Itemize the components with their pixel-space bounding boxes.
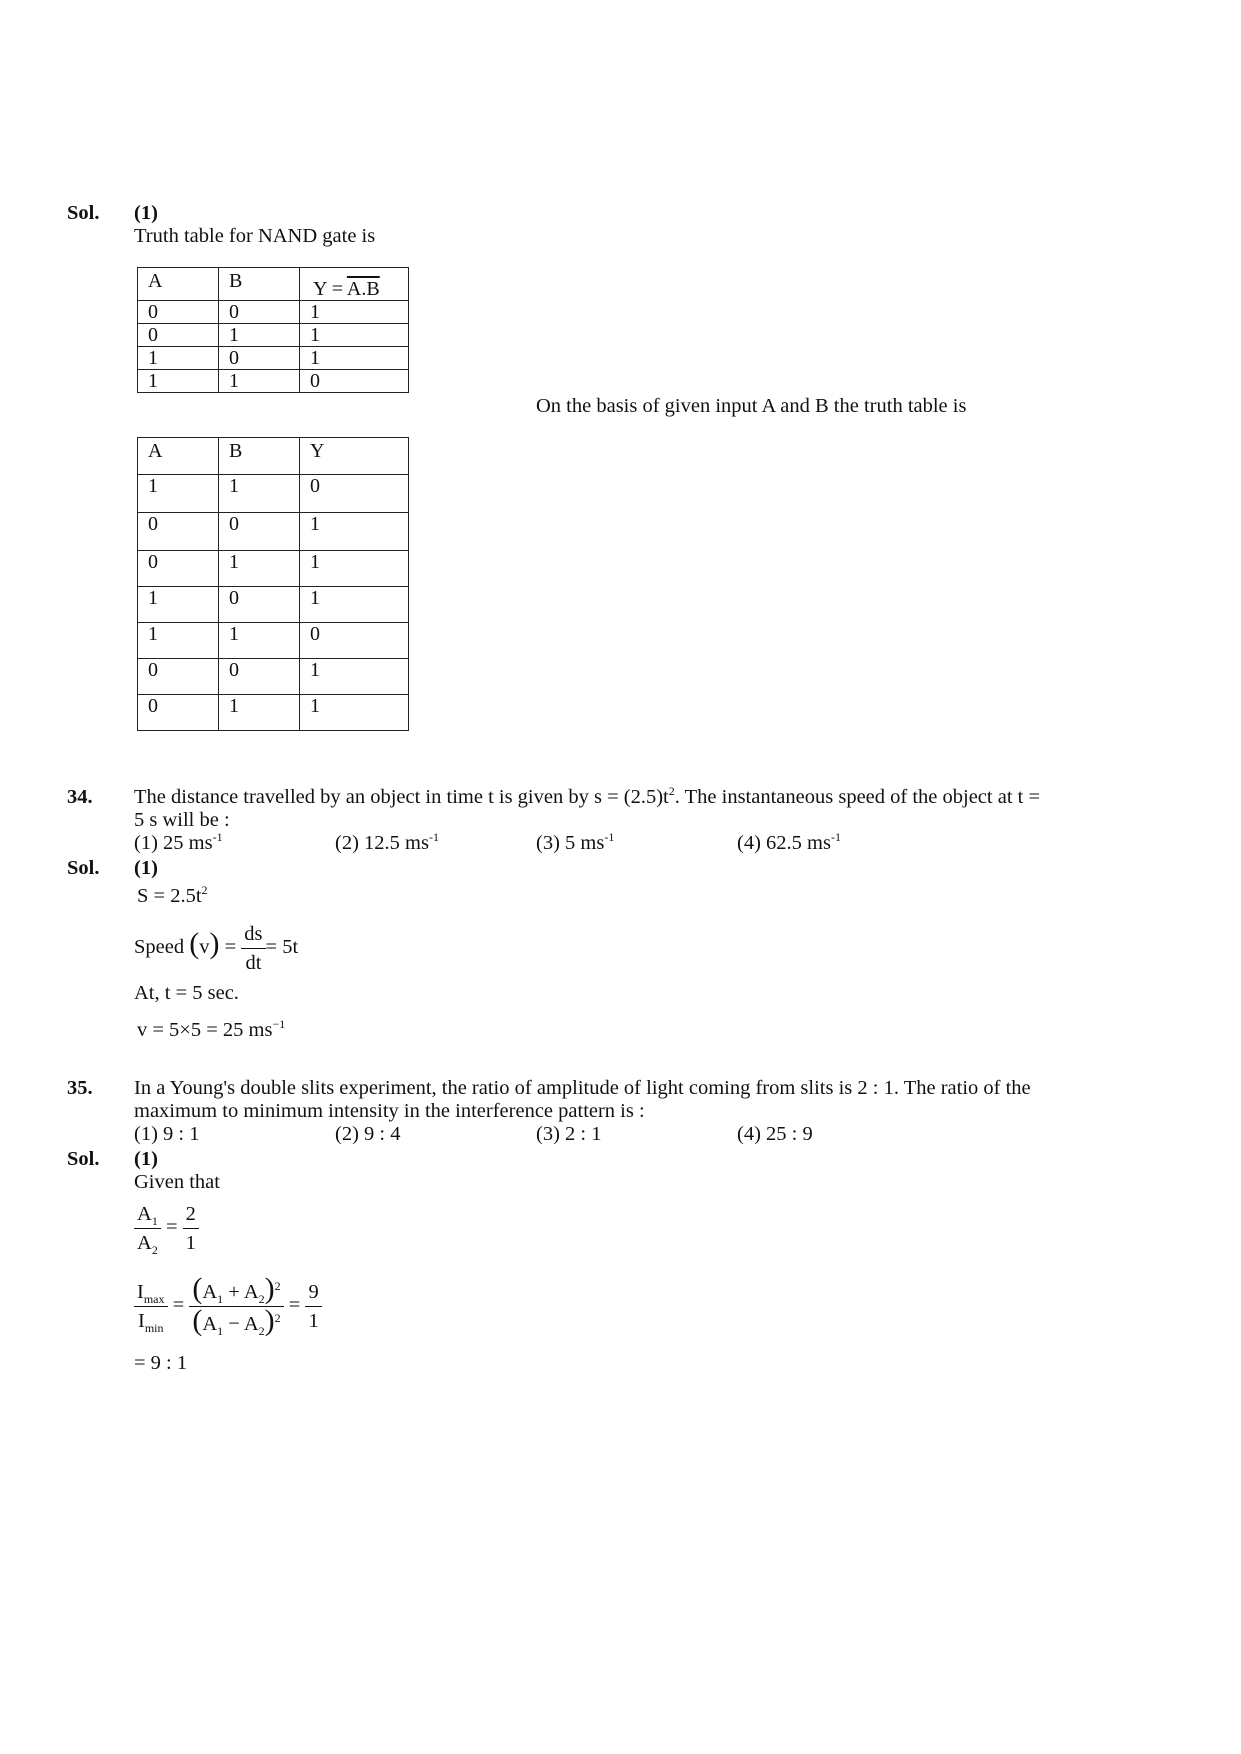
- nand-cell: 1: [300, 301, 409, 324]
- q34-question-line1: The distance travelled by an object in time t is given by $s = (2.5)t^2$. The instantaneous speed of the object at t =: [134, 784, 1041, 808]
- q35-intensity-ratio: $\frac{I_{max}}{I_{min}}$ = $\frac{(A_1 + A_2)^2}{(A_1 - A_2)^2}$ = $\frac{9}{1}$: [134, 1270, 322, 1340]
- q35-final: = 9 : 1: [134, 1352, 188, 1374]
- q35-option-2: (2) 9 : 4: [335, 1123, 401, 1145]
- q35-option-4: (4) 25 : 9: [737, 1123, 813, 1145]
- ds-dt-fraction: $\frac{ds}{dt}$: [241, 920, 265, 977]
- input-cell: 0: [300, 475, 409, 513]
- q35-amplitude-ratio: $\frac{A_1}{A_2}$ = $\frac{2}{1}$: [134, 1198, 199, 1257]
- input-cell: 1: [300, 587, 409, 623]
- q35-answer: (1): [134, 1148, 158, 1170]
- input-cell: 0: [300, 623, 409, 659]
- input-cell: 0: [219, 513, 300, 551]
- q35-option-1: (1) 9 : 1: [134, 1123, 200, 1145]
- basis-text: On the basis of given input A and B the truth table is: [536, 395, 967, 417]
- input-truth-table: [137, 437, 409, 731]
- q34-question-line2: 5 s will be :: [134, 809, 230, 831]
- q34-option-3: (3) 5 $ms^{-1}$: [536, 830, 615, 854]
- q35-given: Given that: [134, 1171, 220, 1193]
- input-header-b: B: [219, 438, 300, 475]
- input-cell: 1: [300, 551, 409, 587]
- q35-question-line1: In a Young's double slits experiment, the ratio of amplitude of light coming from slits is 2 : 1. The ratio of the: [134, 1077, 1031, 1099]
- nine-one-fraction: $\frac{9}{1}$: [305, 1278, 321, 1335]
- nand-header-a: A: [138, 268, 219, 301]
- sol-label-35: Sol.: [67, 1148, 100, 1170]
- input-cell: 1: [138, 587, 219, 623]
- nand-cell: 0: [219, 347, 300, 370]
- q34-eq-final: v = 5×5 = 25 $ms^{-1}$: [137, 1017, 286, 1041]
- q35-question-line2: maximum to minimum intensity in the interference pattern is :: [134, 1100, 645, 1122]
- q34-speed-eq: Speed (v) = $\frac{ds}{dt}$ = 5t: [134, 915, 298, 977]
- input-cell: 0: [138, 659, 219, 695]
- input-cell: 1: [300, 695, 409, 731]
- a1-a2-fraction: $\frac{A_1}{A_2}$: [134, 1200, 161, 1257]
- nand-cell: 0: [138, 324, 219, 347]
- q34-option-4: (4) 62.5 $ms^{-1}$: [737, 830, 841, 854]
- input-cell: 1: [219, 551, 300, 587]
- q34-answer: (1): [134, 857, 158, 879]
- input-cell: 0: [219, 659, 300, 695]
- amplitude-fraction: $\frac{(A_1 + A_2)^2}{(A_1 - A_2)^2}$: [189, 1275, 283, 1338]
- nand-cell: 0: [219, 301, 300, 324]
- input-cell: 1: [138, 475, 219, 513]
- input-cell: 1: [138, 623, 219, 659]
- nand-cell: 1: [300, 324, 409, 347]
- nand-cell: 1: [138, 370, 219, 393]
- nand-cell: 1: [138, 347, 219, 370]
- input-cell: 0: [138, 551, 219, 587]
- sol-label-34: Sol.: [67, 857, 100, 879]
- nand-cell: 1: [219, 370, 300, 393]
- input-cell: 1: [219, 475, 300, 513]
- sol-label-33: Sol.: [67, 202, 100, 224]
- q33-intro: Truth table for NAND gate is: [134, 225, 376, 247]
- q34-option-2: (2) 12.5 $ms^{-1}$: [335, 830, 439, 854]
- nand-truth-table: [137, 267, 409, 393]
- input-header-y: Y: [300, 438, 409, 475]
- q34-at-text: At, t = 5 sec.: [134, 982, 239, 1004]
- q33-answer: (1): [134, 202, 158, 224]
- nand-header-y: Y = A.B: [300, 268, 409, 301]
- nand-cell: 0: [300, 370, 409, 393]
- q35-option-3: (3) 2 : 1: [536, 1123, 602, 1145]
- q34-eq1: $S = 2.5t^2$: [137, 883, 208, 907]
- nand-header-b: B: [219, 268, 300, 301]
- imax-imin-fraction: $\frac{I_{max}}{I_{min}}$: [134, 1278, 168, 1335]
- input-cell: 0: [138, 513, 219, 551]
- q34-number: 34.: [67, 786, 93, 808]
- q34-option-1: (1) 25 $ms^{-1}$: [134, 830, 223, 854]
- nand-cell: 1: [219, 324, 300, 347]
- input-cell: 0: [219, 587, 300, 623]
- nand-cell: 0: [138, 301, 219, 324]
- two-one-fraction: $\frac{2}{1}$: [183, 1200, 199, 1257]
- input-cell: 1: [219, 695, 300, 731]
- input-cell: 1: [219, 623, 300, 659]
- input-cell: 1: [300, 513, 409, 551]
- nand-cell: 1: [300, 347, 409, 370]
- input-cell: 1: [300, 659, 409, 695]
- input-header-a: A: [138, 438, 219, 475]
- q35-number: 35.: [67, 1077, 93, 1099]
- input-cell: 0: [138, 695, 219, 731]
